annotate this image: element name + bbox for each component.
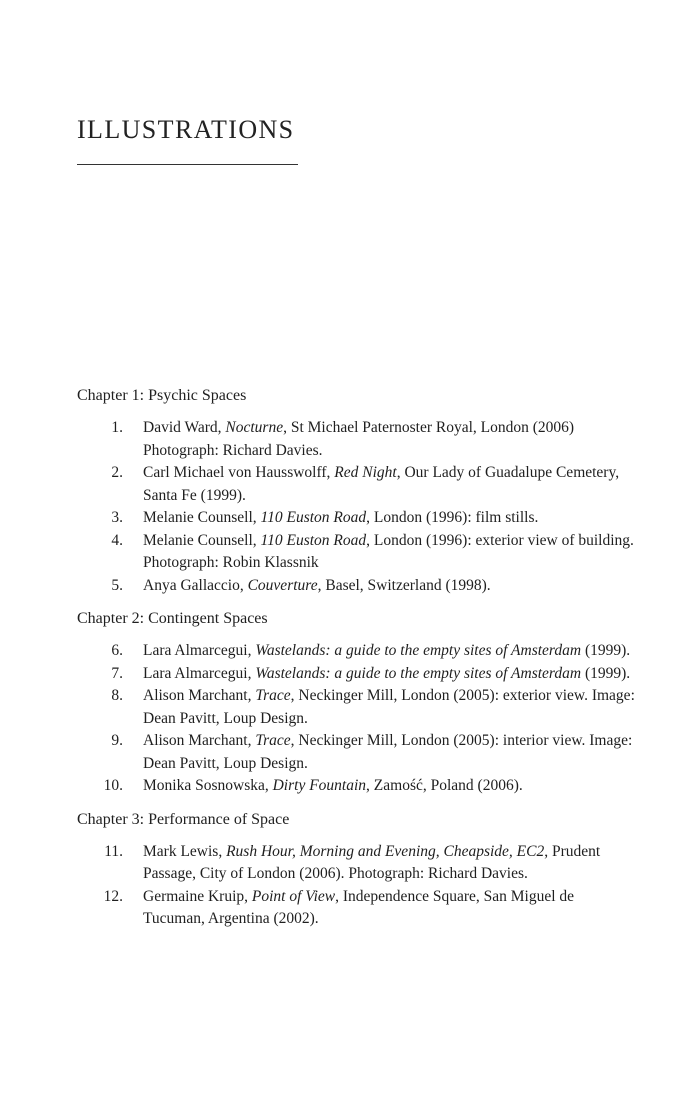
illustration-entry bbox=[77, 841, 637, 886]
entry-text-segment: , Basel, Switzerland (1998). bbox=[317, 576, 491, 594]
work-title: Point of View bbox=[251, 887, 336, 905]
entry-text-segment: , Independence Square, San Miguel de Tucuman, Argentina (2002). bbox=[143, 887, 575, 927]
work-title: Couverture bbox=[247, 576, 318, 594]
entry-text bbox=[143, 417, 637, 462]
illustration-entry bbox=[77, 775, 637, 798]
page-title: ILLUSTRATIONS bbox=[77, 115, 295, 144]
work-title: Dirty Fountain bbox=[272, 777, 367, 794]
entry-text-segment: Lara Almarcegui, bbox=[143, 642, 256, 659]
work-title: Nocturne bbox=[225, 419, 284, 436]
chapter-heading: Chapter 2: Contingent Spaces bbox=[77, 610, 268, 627]
entry-text bbox=[143, 575, 637, 598]
illustration-entry bbox=[77, 685, 637, 730]
entry-number: 8. bbox=[111, 687, 123, 704]
work-title: 110 Euston Road bbox=[260, 509, 367, 526]
entry-number: 10. bbox=[103, 777, 123, 794]
chapter-section bbox=[77, 608, 637, 798]
entry-number: 2. bbox=[111, 464, 123, 481]
entry-text-segment: , Neckinger Mill, London (2005): exterior view. Image: Dean Pavitt, Loup Design. bbox=[143, 687, 635, 727]
work-title: Red Night bbox=[334, 464, 397, 481]
entry-text bbox=[143, 663, 637, 686]
illustration-entry bbox=[77, 663, 637, 686]
entry-text bbox=[143, 640, 637, 663]
illustration-entry bbox=[77, 575, 637, 598]
entry-text-segment: , London (1996): film stills. bbox=[366, 509, 539, 526]
entry-number: 6. bbox=[111, 642, 123, 659]
entry-text bbox=[143, 462, 637, 507]
illustration-entry bbox=[77, 462, 637, 507]
entry-text-segment: (1999). bbox=[581, 664, 631, 682]
entry-text-segment: , Zamość, Poland (2006). bbox=[366, 777, 523, 794]
entry-text-segment: Alison Marchant, bbox=[143, 687, 256, 704]
entry-text bbox=[143, 841, 637, 886]
title-underline bbox=[77, 164, 298, 165]
illustration-entry bbox=[77, 730, 637, 775]
entry-text-segment: , Neckinger Mill, London (2005): interior view. Image: Dean Pavitt, Loup Design. bbox=[143, 732, 633, 772]
entry-number: 9. bbox=[111, 732, 123, 749]
entry-number: 3. bbox=[111, 509, 123, 526]
illustration-entry bbox=[77, 507, 637, 530]
entry-text-segment: (1999). bbox=[581, 642, 631, 659]
entry-text bbox=[143, 886, 637, 931]
entry-number: 5. bbox=[111, 576, 123, 594]
entry-text-segment: Carl Michael von Hausswolff, bbox=[143, 464, 335, 481]
entry-number: 11. bbox=[104, 842, 123, 860]
entry-text-segment: Monika Sosnowska, bbox=[143, 777, 273, 794]
chapter-section bbox=[77, 809, 637, 931]
entry-text-segment: , St Michael Paternoster Royal, London (2006) Photograph: Richard Davies. bbox=[143, 419, 575, 459]
work-title: Trace bbox=[255, 687, 291, 704]
entry-text bbox=[143, 775, 637, 798]
entry-text-segment: Melanie Counsell, bbox=[143, 531, 261, 549]
work-title: Wastelands: a guide to the empty sites of Amsterdam bbox=[255, 642, 582, 659]
entry-number: 1. bbox=[111, 419, 123, 436]
entry-text-segment: Melanie Counsell, bbox=[143, 509, 261, 526]
entry-text-segment: Anya Gallaccio, bbox=[143, 576, 248, 594]
entry-number: 7. bbox=[111, 664, 123, 682]
entry-text bbox=[143, 507, 637, 530]
entry-text-segment: David Ward, bbox=[143, 419, 226, 436]
entry-text-segment: Germaine Kruip, bbox=[143, 887, 252, 905]
entry-text-segment: Mark Lewis, bbox=[143, 842, 227, 860]
work-title: Trace bbox=[255, 732, 291, 749]
entry-text-segment: Alison Marchant, bbox=[143, 732, 256, 749]
work-title: Wastelands: a guide to the empty sites of Amsterdam bbox=[255, 664, 582, 682]
illustration-entry bbox=[77, 417, 637, 462]
entry-text bbox=[143, 530, 637, 575]
illustration-entry bbox=[77, 640, 637, 663]
entry-text bbox=[143, 730, 637, 775]
chapter-heading: Chapter 3: Performance of Space bbox=[77, 810, 290, 828]
entry-number: 12. bbox=[103, 887, 123, 905]
illustration-entry bbox=[77, 886, 637, 931]
work-title: 110 Euston Road bbox=[260, 531, 367, 549]
entry-text bbox=[143, 685, 637, 730]
work-title: Rush Hour, Morning and Evening, Cheapside, EC2 bbox=[226, 842, 545, 860]
entry-text-segment: , Prudent Passage, City of London (2006). Photograph: Richard Davies. bbox=[143, 842, 601, 882]
chapter-heading: Chapter 1: Psychic Spaces bbox=[77, 387, 247, 404]
illustration-entry bbox=[77, 530, 637, 575]
entry-text-segment: , London (1996): exterior view of building. Photograph: Robin Klassnik bbox=[143, 531, 634, 571]
illustrations-list bbox=[77, 385, 637, 942]
entry-text-segment: , Our Lady of Guadalupe Cemetery, Santa Fe (1999). bbox=[143, 464, 620, 504]
chapter-section bbox=[77, 385, 637, 597]
entry-number: 4. bbox=[111, 531, 123, 549]
entry-text-segment: Lara Almarcegui, bbox=[143, 664, 256, 682]
